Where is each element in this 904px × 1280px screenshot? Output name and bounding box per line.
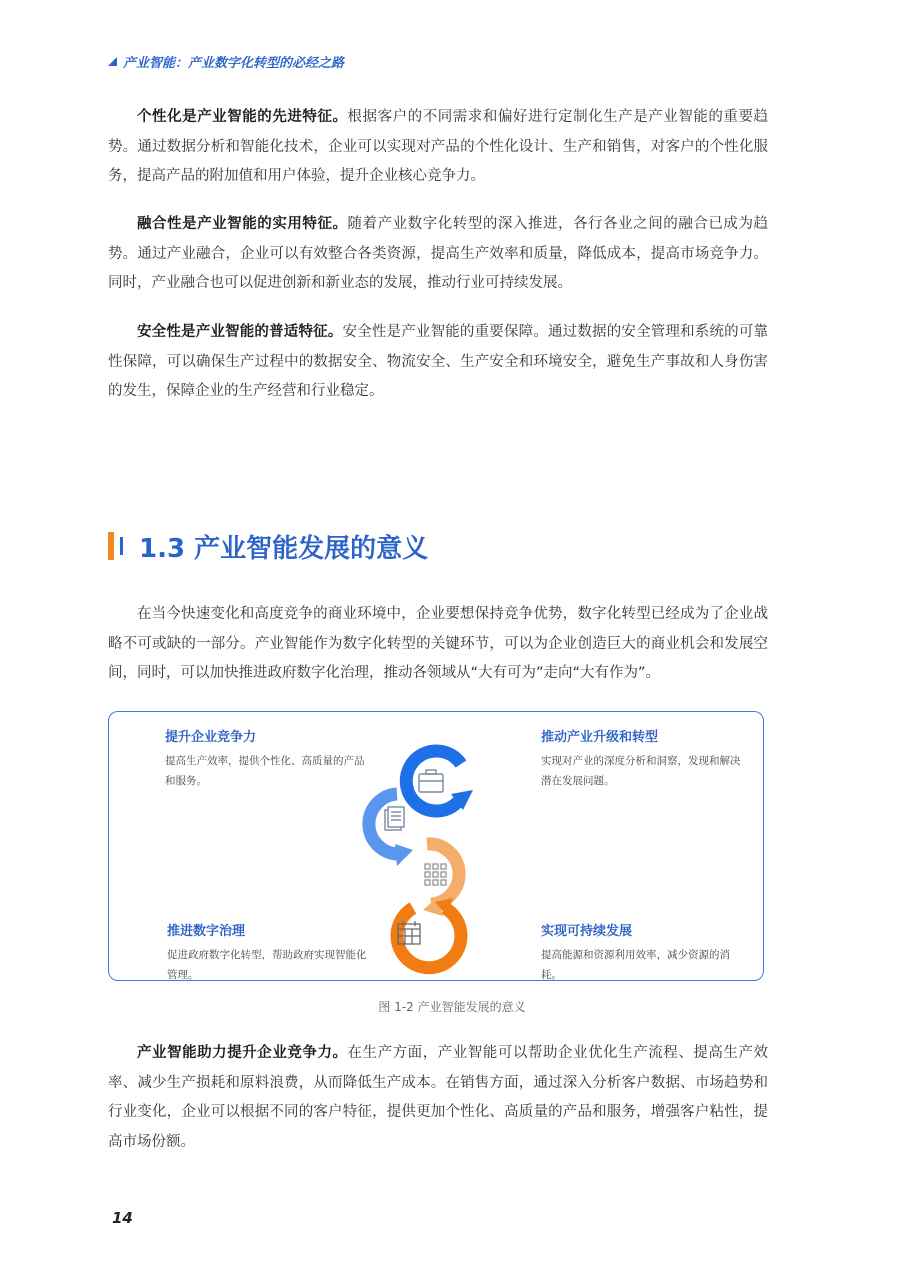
intro-paragraph: 在当今快速变化和高度竞争的商业环境中，企业要想保持竞争优势，数字化转型已经成为了企业战略不可或缺的一部分。产业智能作为数字化转型的关键环节，可以为企业创造巨大的商业机会和发展空间，同时，可以加快推进政府数字化治理，推动各领域从“大有可为”走向“大有作为”。 — [108, 606, 768, 681]
header-triangle-icon — [108, 57, 117, 66]
heading-blue-bar — [120, 537, 123, 555]
paragraph-lead: 安全性是产业智能的普适特征。 — [137, 324, 343, 340]
grid-icon — [425, 864, 446, 885]
cycle-diagram — [349, 716, 529, 978]
figure-block-title: 推动产业升级和转型 — [541, 730, 659, 745]
figure-box — [108, 711, 764, 981]
figure-block-title: 提升企业竞争力 — [165, 730, 257, 745]
header-title: 产业智能：产业数字化转型的必经之路 — [123, 56, 345, 71]
page-number: 14 — [112, 1209, 133, 1227]
paragraph-lead: 融合性是产业智能的实用特征。 — [137, 216, 348, 232]
figure-block-competitiveness — [165, 726, 365, 791]
figure-block-desc: 促进政府数字化转型，帮助政府实现智能化管理。 — [167, 949, 367, 981]
paragraph-text: 随着产业数字化转型的深入推进，各行各业之间的融合已成为趋势。通过产业融合，企业可以有效整合各类资源，提高生产效率和质量，降低成本，提高市场竞争力。同时，产业融合也可以促进创新和新业态的发展，推动行业可持续发展。 — [108, 216, 769, 291]
figure-block-title: 推进数字治理 — [167, 924, 246, 939]
heading-orange-bar — [108, 532, 114, 560]
section-heading — [108, 528, 428, 564]
figure-block-governance — [167, 920, 367, 985]
paragraph-integration — [108, 210, 768, 299]
document-icon — [385, 807, 404, 830]
figure-block-desc: 提高生产效率，提供个性化、高质量的产品和服务。 — [165, 755, 365, 787]
figure-block-desc: 提高能源和资源利用效率，减少资源的消耗。 — [541, 949, 730, 981]
running-header — [108, 52, 344, 71]
paragraph-personalization — [108, 103, 768, 192]
paragraph-competitiveness — [108, 1039, 768, 1157]
paragraph-security — [108, 318, 768, 407]
figure-caption: 图 1-2 产业智能发展的意义 — [378, 1000, 526, 1014]
figure-block-title: 实现可持续发展 — [541, 924, 633, 939]
figure-block-upgrade — [541, 726, 741, 791]
paragraph-text: 根据客户的不同需求和偏好进行定制化生产是产业智能的重要趋势。通过数据分析和智能化技术，企业可以实现对产品的个性化设计、生产和销售，对客户的个性化服务，提高产品的附加值和用户体验，提升企业核心竞争力。 — [108, 109, 769, 184]
figure-block-desc: 实现对产业的深度分析和洞察，发现和解决潜在发展问题。 — [541, 755, 741, 787]
figure-block-sustainability — [541, 920, 741, 985]
paragraph-lead: 产业智能助力提升企业竞争力。 — [137, 1045, 348, 1061]
paragraph-lead: 个性化是产业智能的先进特征。 — [137, 109, 348, 125]
briefcase-icon — [419, 770, 443, 792]
paragraph-text: 安全性是产业智能的重要保障。通过数据的安全管理和系统的可靠性保障，可以确保生产过程中的数据安全、物流安全、生产安全和环境安全，避免生产事故和人身伤害的发生，保障企业的生产经营和行业稳定。 — [108, 324, 768, 399]
paragraph-text: 在生产方面，产业智能可以帮助企业优化生产流程、提高生产效率、减少生产损耗和原料浪费，从而降低生产成本。在销售方面，通过深入分析客户数据、市场趋势和行业变化，企业可以根据不同的客户特征，提供更加个性化、高质量的产品和服务，增强客户粘性，提高市场份额。 — [108, 1045, 769, 1150]
section-title: 1.3 产业智能发展的意义 — [139, 533, 429, 564]
